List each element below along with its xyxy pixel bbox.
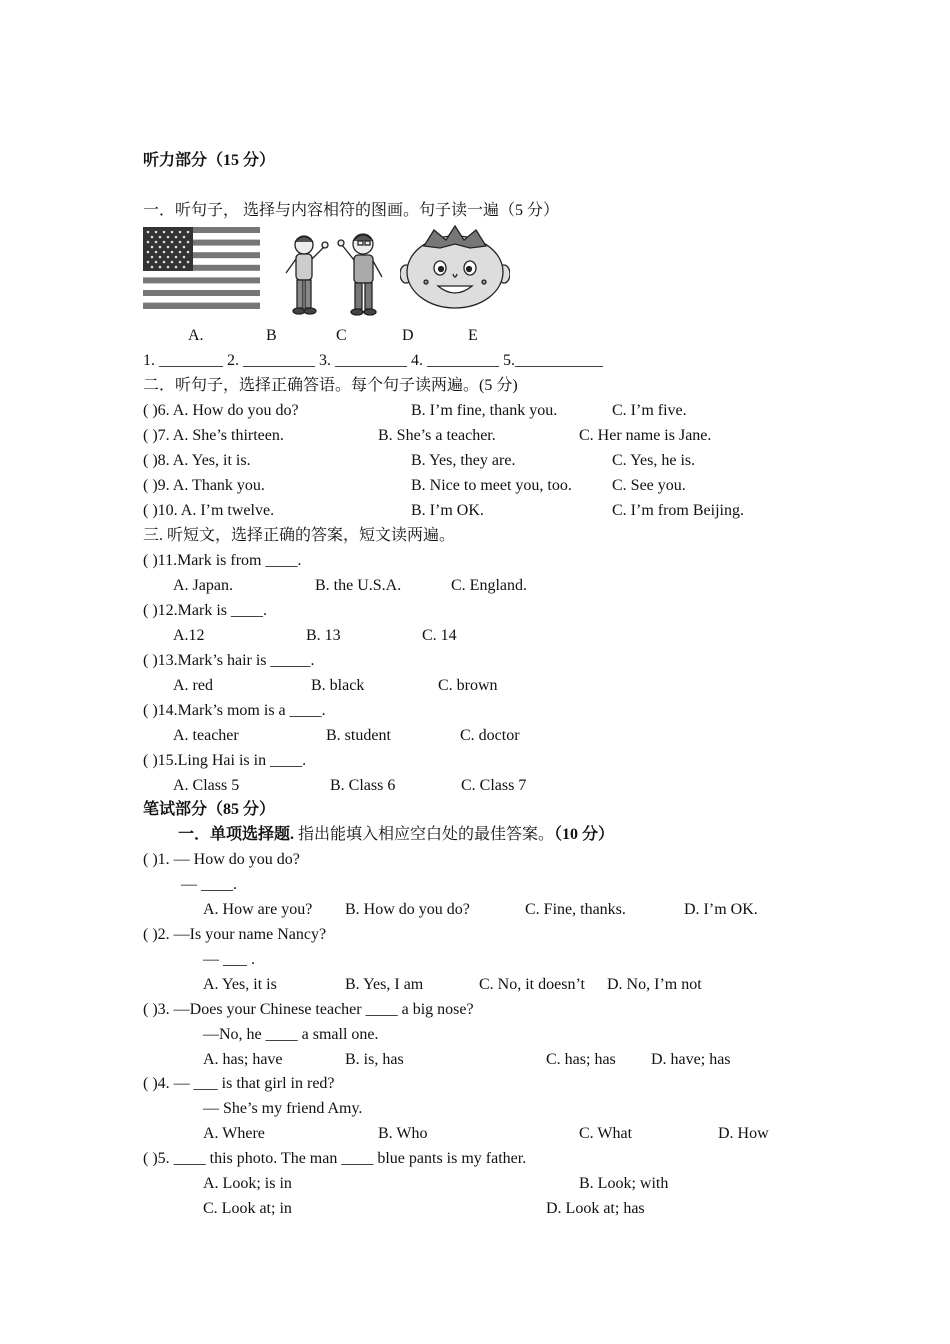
question-10: ( )10. A. I’m twelve. [143,502,275,519]
picture-letter-b: B [266,327,277,344]
question-11-option-a: A. Japan. [173,577,233,594]
picture-letter-c: C [336,327,347,344]
mc-question-3-option-b: B. is, has [345,1051,404,1068]
question-15: ( )15.Ling Hai is in ____. [143,752,307,769]
listening-title: 听力部分（15 分） [143,152,276,169]
question-9: ( )9. A. Thank you. [143,477,265,494]
mc-question-3-option-a: A. has; have [203,1051,283,1068]
question-8-option-c: C. Yes, he is. [612,452,696,469]
question-8: ( )8. A. Yes, it is. [143,452,251,469]
question-15-option-b: B. Class 6 [330,777,396,794]
mc-question-4: ( )4. — ___ is that girl in red? [143,1075,335,1092]
mc-question-1-option-a: A. How are you? [203,901,313,918]
question-8-option-b: B. Yes, they are. [411,452,516,469]
mc-question-3: ( )3. —Does your Chinese teacher ____ a big nose? [143,1001,474,1018]
mc-question-1-option-b: B. How do you do? [345,901,470,918]
question-13-option-c: C. brown [438,677,498,694]
question-6: ( )6. A. How do you do? [143,402,299,419]
mc-question-4-reply: — She’s my friend Amy. [203,1100,363,1117]
part1-answer-line: 1. ________ 2. _________ 3. _________ 4. _________ 5.___________ [143,352,603,369]
question-14: ( )14.Mark’s mom is a ____. [143,702,326,719]
section1-score: （10 分） [554,826,615,843]
question-15-option-c: C. Class 7 [461,777,527,794]
mc-question-5-option-c: C. Look at; in [203,1200,292,1217]
question-14-option-c: C. doctor [460,727,520,744]
mc-question-1: ( )1. — How do you do? [143,851,300,868]
part3-instruction: 三. 听短文，选择正确的答案，短文读两遍。 [143,527,456,544]
question-11-option-c: C. England. [451,577,527,594]
question-14-option-b: B. student [326,727,391,744]
tomato-face-image [400,224,510,309]
section1-heading-line [178,825,614,845]
question-13-option-a: A. red [173,677,213,694]
section1-heading: 一．单项选择题. [178,826,295,843]
question-12: ( )12.Mark is ____. [143,602,267,619]
picture-letter-a: A. [188,327,204,344]
question-12-option-a: A.12 [173,627,205,644]
question-9-option-c: C. See you. [612,477,686,494]
mc-question-2: ( )2. —Is your name Nancy? [143,926,327,943]
question-10-option-b: B. I’m OK. [411,502,484,519]
mc-question-4-option-b: B. Who [378,1125,428,1142]
question-6-option-b: B. I’m fine, thank you. [411,402,558,419]
mc-question-3-reply: —No, he ____ a small one. [203,1026,379,1043]
question-7-option-c: C. Her name is Jane. [579,427,712,444]
mc-question-5-option-b: B. Look; with [579,1175,669,1192]
mc-question-5-option-a: A. Look; is in [203,1175,292,1192]
question-11: ( )11.Mark is from ____. [143,552,302,569]
question-9-option-b: B. Nice to meet you, too. [411,477,572,494]
mc-question-2-reply: — ___ . [203,951,255,968]
question-15-option-a: A. Class 5 [173,777,240,794]
question-6-option-c: C. I’m five. [612,402,687,419]
question-12-option-c: C. 14 [422,627,457,644]
question-10-option-c: C. I’m from Beijing. [612,502,744,519]
mc-question-1-option-d: D. I’m OK. [684,901,758,918]
mc-question-4-option-a: A. Where [203,1125,265,1142]
question-7-option-b: B. She’s a teacher. [378,427,496,444]
mc-question-4-option-d: D. How [718,1125,769,1142]
mc-question-3-option-d: D. have; has [651,1051,731,1068]
mc-question-5-option-d: D. Look at; has [546,1200,645,1217]
question-13-option-b: B. black [311,677,365,694]
mc-question-2-option-c: C. No, it doesn’t [479,976,585,993]
mc-question-1-option-c: C. Fine, thanks. [525,901,626,918]
section1-instruction: 指出能填入相应空白处的最佳答案。 [294,826,555,843]
writing-title: 笔试部分（85 分） [143,801,276,818]
boys-greeting-image [284,229,394,317]
mc-question-4-option-c: C. What [579,1125,633,1142]
mc-question-3-option-c: C. has; has [546,1051,616,1068]
mc-question-1-reply: — ____. [181,876,237,893]
picture-letter-e: E [468,327,478,344]
mc-question-5: ( )5. ____ this photo. The man ____ blue pants is my father. [143,1150,527,1167]
part1-instruction: 一．听句子， 选择与内容相符的图画。句子读一遍（5 分） [143,202,560,219]
question-11-option-b: B. the U.S.A. [315,577,402,594]
part2-instruction: 二．听句子，选择正确答语。每个句子读两遍。(5 分) [143,377,518,394]
flag-image [143,227,260,309]
question-12-option-b: B. 13 [306,627,341,644]
picture-letter-d: D [402,327,414,344]
mc-question-2-option-d: D. No, I’m not [607,976,702,993]
mc-question-2-option-b: B. Yes, I am [345,976,424,993]
mc-question-2-option-a: A. Yes, it is [203,976,277,993]
question-13: ( )13.Mark’s hair is _____. [143,652,315,669]
question-14-option-a: A. teacher [173,727,239,744]
question-7: ( )7. A. She’s thirteen. [143,427,284,444]
